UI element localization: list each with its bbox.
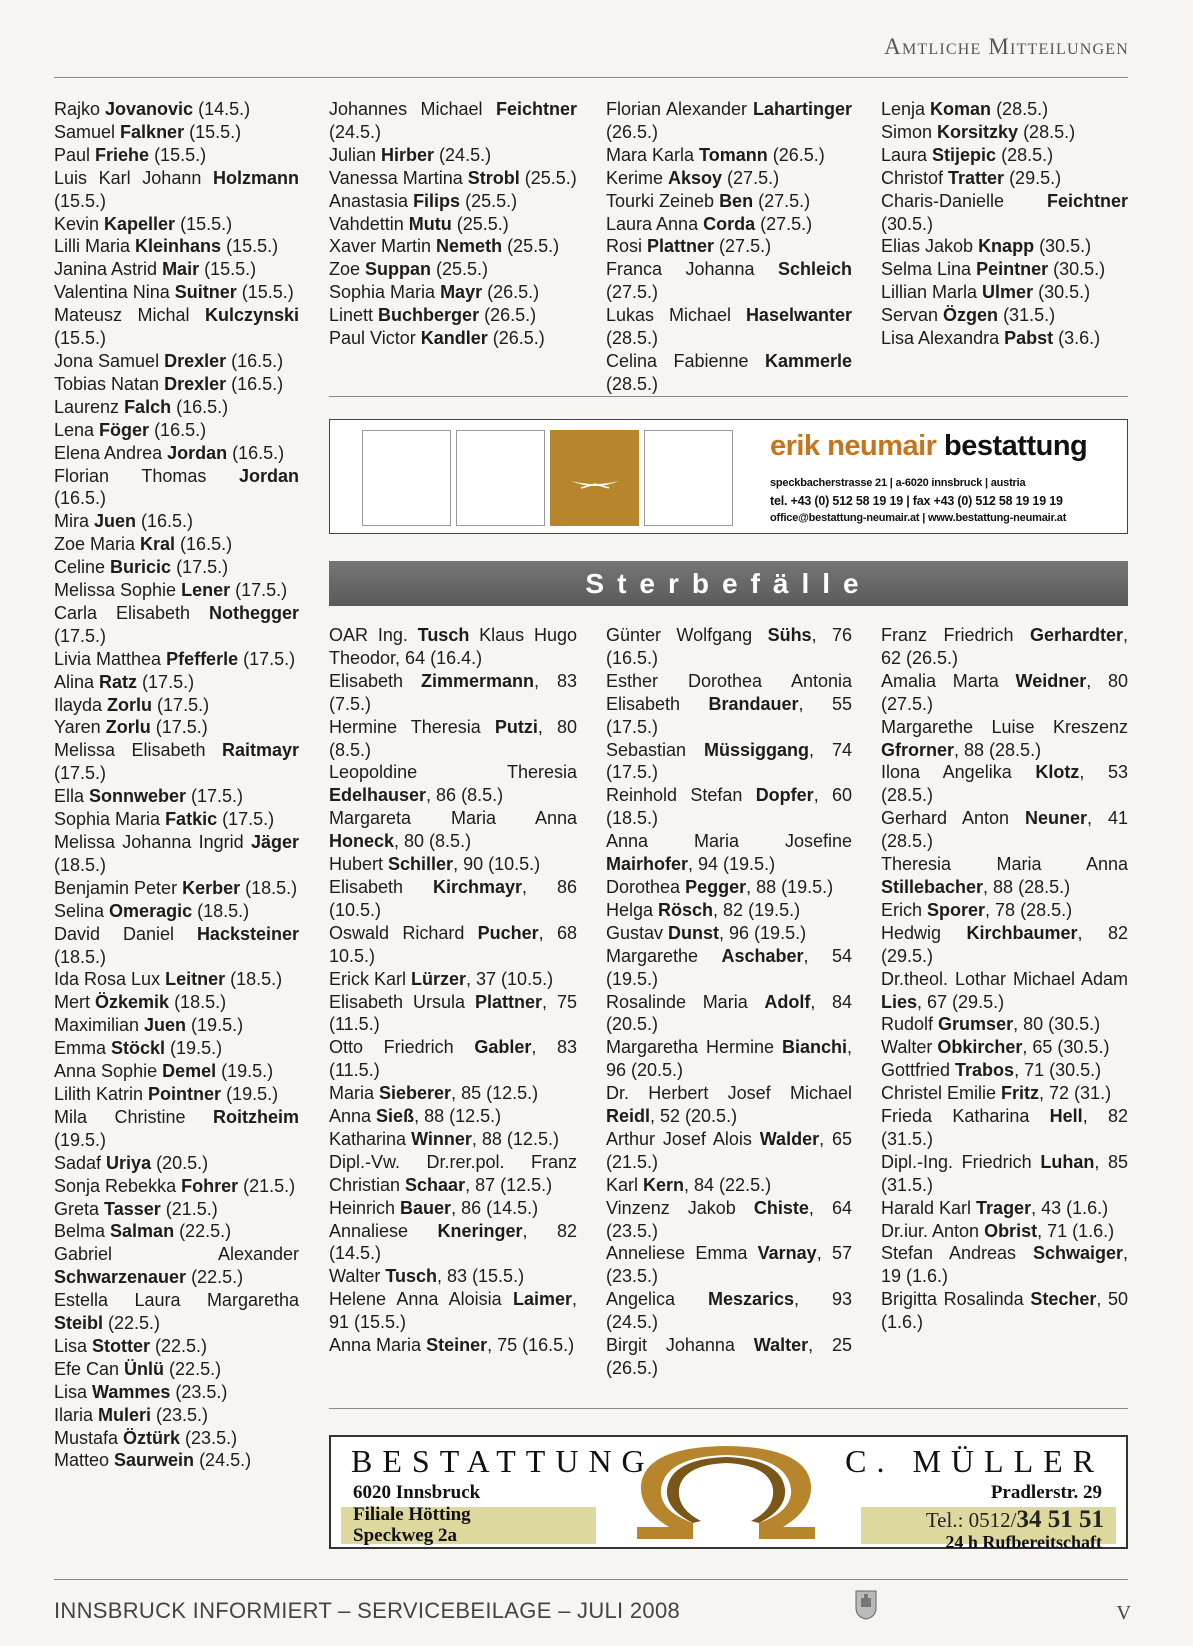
death-entry: Elisabeth Zimmermann, 83 (7.5.) [329, 670, 577, 714]
birth-entry: Livia Matthea Pfefferle (17.5.) [54, 648, 296, 669]
death-entry: Gerhard Anton Neuner, 41 (28.5.) [881, 808, 1128, 852]
death-entry: Dr. Herbert Josef Michael Reidl, 52 (20.5.) [606, 1083, 852, 1127]
bowl-logo-icon [551, 431, 640, 527]
death-entry: Rudolf Grumser, 80 (30.5.) [881, 1014, 1101, 1035]
city-crest-icon [855, 1590, 877, 1620]
birth-entry: Linett Buchberger (26.5.) [329, 305, 537, 326]
death-entry: Oswald Richard Pucher, 68 10.5.) [329, 922, 577, 966]
birth-entry: Sophia Maria Mayr (26.5.) [329, 282, 540, 303]
death-entry: Walter Obkircher, 65 (30.5.) [881, 1037, 1110, 1058]
death-entry: Margareta Maria Anna Honeck, 80 (8.5.) [329, 808, 577, 852]
birth-entry: Florian Alexander Lahartinger (26.5.) [606, 99, 852, 142]
birth-entry: Selina Omeragic (18.5.) [54, 900, 250, 921]
birth-entry: Celine Buricic (17.5.) [54, 557, 229, 578]
birth-entry: Christof Tratter (29.5.) [881, 167, 1062, 188]
ad-square-2 [456, 430, 545, 526]
birth-entry: Ida Rosa Lux Leitner (18.5.) [54, 969, 283, 990]
birth-entry: Tobias Natan Drexler (16.5.) [54, 373, 284, 394]
birth-entry: Lena Föger (16.5.) [54, 419, 207, 440]
death-entry: Amalia Marta Weidner, 80 (27.5.) [881, 670, 1128, 714]
birth-entry: Lukas Michael Haselwanter (28.5.) [606, 305, 852, 349]
death-entry: Dr.theol. Lothar Michael Adam Lies, 67 (29.5.) [881, 968, 1128, 1012]
birth-entry: Maximilian Juen (19.5.) [54, 1015, 244, 1036]
birth-entry: Gabriel Alexander Schwarzenauer (22.5.) [54, 1244, 299, 1288]
death-entry: Elisabeth Ursula Plattner, 75 (11.5.) [329, 991, 577, 1035]
births-column-2 [329, 98, 577, 350]
births-bottom-rule [329, 396, 1128, 397]
birth-entry: Yaren Zorlu (17.5.) [54, 717, 208, 738]
death-entry: Helene Anna Aloisia Laimer, 91 (15.5.) [329, 1289, 577, 1333]
births-column-1 [54, 98, 299, 1472]
ad-square-1 [362, 430, 451, 526]
birth-entry: David Daniel Hacksteiner (18.5.) [54, 923, 299, 967]
birth-entry: Janina Astrid Mair (15.5.) [54, 259, 257, 280]
birth-entry: Mara Karla Tomann (26.5.) [606, 144, 825, 165]
birth-entry: Sophia Maria Fatkic (17.5.) [54, 809, 275, 830]
births-column-3 [606, 98, 852, 396]
birth-entry: Lilli Maria Kleinhans (15.5.) [54, 236, 279, 257]
birth-entry: Luis Karl Johann Holzmann (15.5.) [54, 167, 299, 211]
birth-entry: Samuel Falkner (15.5.) [54, 121, 242, 142]
death-entry: Ilona Angelika Klotz, 53 (28.5.) [881, 762, 1128, 806]
death-entry: Frieda Katharina Hell, 82 (31.5.) [881, 1106, 1129, 1149]
birth-entry: Lisa Alexandra Pabst (3.6.) [881, 328, 1101, 349]
birth-entry: Jona Samuel Drexler (16.5.) [54, 350, 284, 371]
birth-entry: Laura Stijepic (28.5.) [881, 144, 1054, 165]
birth-entry: Anastasia Filips (25.5.) [329, 190, 518, 211]
births-column-4 [881, 98, 1128, 350]
death-entry: Hubert Schiller, 90 (10.5.) [329, 854, 541, 875]
death-entry: Maria Sieberer, 85 (12.5.) [329, 1083, 539, 1104]
death-entry: Helga Rösch, 82 (19.5.) [606, 899, 801, 920]
birth-entry: Florian Thomas Jordan (16.5.) [54, 465, 299, 509]
birth-entry: Sonja Rebekka Fohrer (21.5.) [54, 1175, 296, 1196]
birth-entry: Emma Stöckl (19.5.) [54, 1038, 223, 1059]
birth-entry: Johannes Michael Feichtner (24.5.) [329, 99, 577, 142]
ad-square-4 [644, 430, 733, 526]
birth-entry: Celina Fabienne Kammerle (28.5.) [606, 350, 852, 394]
neumair-advertisement[interactable] [329, 419, 1128, 534]
birth-entry: Rosi Plattner (27.5.) [606, 236, 772, 257]
death-entry: Esther Dorothea Antonia Elisabeth Brandauer, 55 (17.5.) [606, 670, 852, 737]
neumair-address: speckbacherstrasse 21 | a-6020 innsbruck | austria [770, 477, 1026, 489]
birth-entry: Mustafa Öztürk (23.5.) [54, 1427, 238, 1448]
death-entry: Elisabeth Kirchmayr, 86 (10.5.) [329, 876, 577, 920]
death-entry: Angelica Meszarics, 93 (24.5.) [606, 1289, 852, 1333]
death-entry: Hedwig Kirchbaumer, 82 (29.5.) [881, 922, 1128, 966]
birth-entry: Paul Friehe (15.5.) [54, 144, 207, 165]
birth-entry: Rajko Jovanovic (14.5.) [54, 99, 251, 119]
mueller-title-left: BESTATTUNG [351, 1443, 655, 1479]
death-entry: Margarethe Aschaber, 54 (19.5.) [606, 945, 852, 989]
death-entry: Rosalinde Maria Adolf, 84 (20.5.) [606, 991, 852, 1035]
birth-entry: Zoe Suppan (25.5.) [329, 259, 489, 280]
birth-entry: Simon Korsitzky (28.5.) [881, 121, 1076, 142]
deaths-column-2 [606, 624, 852, 1380]
death-entry: Harald Karl Trager, 43 (1.6.) [881, 1197, 1109, 1218]
death-entry: Dipl.-Vw. Dr.rer.pol. Franz Christian Schaar, 87 (12.5.) [329, 1151, 577, 1195]
mueller-phone[interactable]: Tel.: 0512/34 51 51 [925, 1506, 1104, 1533]
birth-entry: Estella Laura Margaretha Steibl (22.5.) [54, 1290, 299, 1334]
birth-entry: Elias Jakob Knapp (30.5.) [881, 236, 1092, 257]
death-entry: Hermine Theresia Putzi, 80 (8.5.) [329, 716, 577, 760]
mueller-street: Pradlerstr. 29 [990, 1482, 1102, 1503]
birth-entry: Matteo Saurwein (24.5.) [54, 1450, 252, 1471]
deaths-heading: Sterbefälle [329, 561, 1128, 606]
death-entry: Christel Emilie Fritz, 72 (31.) [881, 1083, 1112, 1104]
birth-entry: Benjamin Peter Kerber (18.5.) [54, 877, 298, 898]
death-entry: Margaretha Hermine Bianchi, 96 (20.5.) [606, 1037, 852, 1081]
footer-text: INNSBRUCK INFORMIERT – SERVICEBEILAGE – JULI 2008 [54, 1598, 681, 1623]
birth-entry: Servan Özgen (31.5.) [881, 305, 1056, 326]
ad-logo-square [550, 430, 639, 526]
page-number: V [1116, 1602, 1131, 1624]
birth-entry: Belma Salman (22.5.) [54, 1221, 232, 1242]
birth-entry: Melissa Elisabeth Raitmayr (17.5.) [54, 740, 299, 784]
birth-entry: Ilayda Zorlu (17.5.) [54, 694, 210, 715]
death-entry: Dr.iur. Anton Obrist, 71 (1.6.) [881, 1220, 1115, 1241]
death-entry: Theresia Maria Anna Stillebacher, 88 (28.5.) [881, 854, 1128, 897]
birth-entry: Alina Ratz (17.5.) [54, 671, 195, 692]
birth-entry: Greta Tasser (21.5.) [54, 1198, 218, 1219]
birth-entry: Melissa Sophie Lener (17.5.) [54, 580, 288, 601]
birth-entry: Anna Sophie Demel (19.5.) [54, 1061, 274, 1082]
neumair-phone: tel. +43 (0) 512 58 19 19 | fax +43 (0) 512 58 19 19 19 [770, 494, 1063, 508]
death-entry: Brigitta Rosalinda Stecher, 50 (1.6.) [881, 1289, 1128, 1333]
death-entry: Anneliese Emma Varnay, 57 (23.5.) [606, 1243, 852, 1287]
birth-entry: Lilith Katrin Pointner (19.5.) [54, 1083, 279, 1104]
birth-entry: Charis-Danielle Feichtner (30.5.) [881, 190, 1128, 234]
death-entry: Leopoldine Theresia Edelhauser, 86 (8.5.) [329, 762, 577, 806]
death-entry: Dorothea Pegger, 88 (19.5.) [606, 876, 834, 897]
birth-entry: Mert Özkemik (18.5.) [54, 992, 227, 1013]
header-rule [54, 77, 1128, 78]
death-entry: OAR Ing. Tusch Klaus Hugo Theodor, 64 (16.4.) [329, 625, 578, 668]
birth-entry: Carla Elisabeth Nothegger (17.5.) [54, 602, 299, 646]
death-entry: Gottfried Trabos, 71 (30.5.) [881, 1060, 1102, 1081]
footer-rule [54, 1579, 1128, 1580]
birth-entry: Paul Victor Kandler (26.5.) [329, 328, 545, 349]
branch-name: Filiale Hötting [353, 1504, 471, 1525]
mueller-city: 6020 Innsbruck [353, 1482, 481, 1503]
death-entry: Stefan Andreas Schwaiger, 19 (1.6.) [881, 1243, 1128, 1287]
neumair-brand: erik neumair bestattung [770, 430, 1088, 462]
death-entry: Anna Sieß, 88 (12.5.) [329, 1106, 502, 1127]
birth-entry: Efe Can Ünlü (22.5.) [54, 1358, 222, 1379]
death-entry: Karl Kern, 84 (22.5.) [606, 1174, 772, 1195]
death-entry: Franz Friedrich Gerhardter, 62 (26.5.) [881, 625, 1128, 668]
birth-entry: Ella Sonnweber (17.5.) [54, 786, 244, 807]
death-entry: Annaliese Kneringer, 82 (14.5.) [329, 1220, 577, 1264]
birth-entry: Mira Juen (16.5.) [54, 511, 194, 532]
death-entry: Gustav Dunst, 96 (19.5.) [606, 922, 807, 943]
omega-logo-icon [631, 1443, 821, 1545]
death-entry: Otto Friedrich Gabler, 83 (11.5.) [329, 1037, 578, 1081]
death-entry: Walter Tusch, 83 (15.5.) [329, 1266, 525, 1287]
birth-entry: Laura Anna Corda (27.5.) [606, 213, 813, 234]
birth-entry: Elena Andrea Jordan (16.5.) [54, 442, 285, 463]
death-entry: Reinhold Stefan Dopfer, 60 (18.5.) [606, 785, 853, 829]
birth-entry: Lisa Stotter (22.5.) [54, 1335, 208, 1356]
birth-entry: Mateusz Michal Kulczynski (15.5.) [54, 305, 299, 349]
birth-entry: Sadaf Uriya (20.5.) [54, 1152, 209, 1173]
birth-entry: Vahdettin Mutu (25.5.) [329, 213, 509, 234]
birth-entry: Kerime Aksoy (27.5.) [606, 167, 780, 188]
mueller-service: 24 h Rufbereitschaft [945, 1532, 1102, 1552]
birth-entry: Lisa Wammes (23.5.) [54, 1381, 228, 1402]
deaths-column-3 [881, 624, 1128, 1334]
birth-entry: Selma Lina Peintner (30.5.) [881, 259, 1106, 280]
birth-entry: Zoe Maria Kral (16.5.) [54, 534, 233, 555]
deaths-bottom-rule [329, 1408, 1128, 1409]
death-entry: Erich Sporer, 78 (28.5.) [881, 899, 1073, 920]
mueller-title-right: C. MÜLLER [845, 1443, 1104, 1479]
section-header: Amtliche Mitteilungen [884, 34, 1129, 59]
mueller-advertisement[interactable] [329, 1435, 1128, 1552]
birth-entry: Tourki Zeineb Ben (27.5.) [606, 190, 811, 211]
birth-entry: Ilaria Muleri (23.5.) [54, 1404, 209, 1425]
death-entry: Anna Maria Josefine Mairhofer, 94 (19.5.) [606, 831, 852, 875]
deaths-column-1 [329, 624, 577, 1357]
death-entry: Günter Wolfgang Sühs, 76 (16.5.) [606, 625, 853, 668]
birth-entry: Mila Christine Roitzheim (19.5.) [54, 1106, 299, 1150]
birth-entry: Kevin Kapeller (15.5.) [54, 213, 233, 234]
birth-entry: Valentina Nina Suitner (15.5.) [54, 282, 294, 303]
death-entry: Birgit Johanna Walter, 25 (26.5.) [606, 1335, 852, 1378]
birth-entry: Lenja Koman (28.5.) [881, 99, 1049, 119]
birth-entry: Laurenz Falch (16.5.) [54, 396, 229, 417]
death-entry: Margarethe Luise Kreszenz Gfrorner, 88 (28.5.) [881, 716, 1128, 760]
neumair-web[interactable]: office@bestattung-neumair.at | www.bestattung-neumair.at [770, 512, 1067, 524]
death-entry: Katharina Winner, 88 (12.5.) [329, 1128, 559, 1149]
branch-street: Speckweg 2a [353, 1525, 457, 1546]
death-entry: Anna Maria Steiner, 75 (16.5.) [329, 1335, 575, 1356]
birth-entry: Xaver Martin Nemeth (25.5.) [329, 236, 560, 257]
death-entry: Vinzenz Jakob Chiste, 64 (23.5.) [606, 1197, 852, 1241]
death-entry: Sebastian Müssiggang, 74 (17.5.) [606, 739, 852, 783]
death-entry: Arthur Josef Alois Walder, 65 (21.5.) [606, 1128, 852, 1172]
death-entry: Dipl.-Ing. Friedrich Luhan, 85 (31.5.) [881, 1151, 1128, 1195]
birth-entry: Vanessa Martina Strobl (25.5.) [329, 167, 577, 188]
death-entry: Heinrich Bauer, 86 (14.5.) [329, 1197, 539, 1218]
birth-entry: Julian Hirber (24.5.) [329, 144, 492, 165]
birth-entry: Franca Johanna Schleich (27.5.) [606, 259, 852, 303]
death-entry: Erick Karl Lürzer, 37 (10.5.) [329, 968, 554, 989]
birth-entry: Melissa Johanna Ingrid Jäger (18.5.) [54, 832, 299, 875]
birth-entry: Lillian Marla Ulmer (30.5.) [881, 282, 1091, 303]
